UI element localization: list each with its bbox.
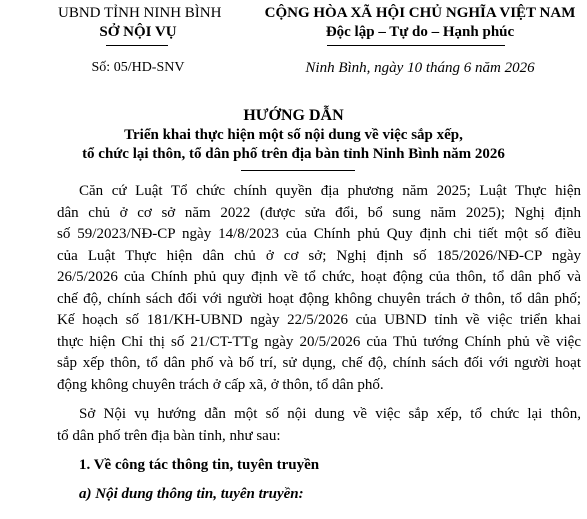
department-underline [106,45,168,46]
section-1-heading: 1. Về công tác thông tin, tuyên truyền [79,457,320,473]
paragraph-1-line: thực hiện Chỉ thị số 21/CT-TTg ngày 20/5/2026 của Thủ tướng Chính phủ về việc [57,334,581,350]
motto-underline [327,45,505,46]
paragraph-1-line: Kế hoạch số 181/KH-UBND ngày 22/5/2026 của UBND tỉnh về việc triển khai [57,312,581,328]
document-number: Số: 05/HD-SNV [91,60,185,75]
issuing-authority: UBND TỈNH NINH BÌNH [58,5,222,21]
title-underline [241,170,355,171]
paragraph-1-line: sắp xếp thôn, tổ dân phố và bố trí, sử dụng, chế độ, chính sách đối với người hoạt [57,355,581,371]
paragraph-2-line: Sở Nội vụ hướng dẫn một số nội dung về việc sắp xếp, tổ chức lại thôn, [79,406,581,422]
paragraph-1-line: 26/5/2026 của Chính phủ quy định về tổ chức, hoạt động của thôn, tổ dân phố và [57,269,581,285]
paragraph-1-line: động không chuyên trách ở cấp xã, ở thôn, tổ dân phố. [57,377,384,393]
paragraph-1-line: của Luật Thực hiện dân chủ ở cơ sở; Nghị định số 185/2026/NĐ-CP ngày [57,248,581,264]
document-type: HƯỚNG DẪN [243,107,344,124]
paragraph-1-line: dân chủ ở cơ sở năm 2022 (được sửa đổi, bổ sung năm 2025); Nghị định [57,205,581,221]
place-and-date: Ninh Bình, ngày 10 tháng 6 năm 2026 [305,60,535,76]
issuing-department: SỞ NỘI VỤ [99,24,177,40]
paragraph-1-line: chế độ, chính sách đối với người hoạt động không chuyên trách ở thôn, tổ dân phố; [57,291,581,307]
document-title-line-1: Triển khai thực hiện một số nội dung về việc sắp xếp, [124,127,463,143]
paragraph-1-line: số 59/2023/NĐ-CP ngày 14/8/2023 của Chính phủ Quy định chi tiết một số điều [57,226,581,242]
section-1a-heading: a) Nội dung thông tin, tuyên truyền: [79,486,304,502]
paragraph-2-line: tổ dân phố trên địa bàn tỉnh, như sau: [57,428,281,444]
document-title-line-2: tổ chức lại thôn, tổ dân phố trên địa bàn tỉnh Ninh Bình năm 2026 [82,146,505,162]
paragraph-1-line: Căn cứ Luật Tổ chức chính quyền địa phương năm 2025; Luật Thực hiện [79,183,581,199]
national-title: CỘNG HÒA XÃ HỘI CHỦ NGHĨA VIỆT NAM [264,5,576,21]
national-motto: Độc lập – Tự do – Hạnh phúc [325,24,515,40]
